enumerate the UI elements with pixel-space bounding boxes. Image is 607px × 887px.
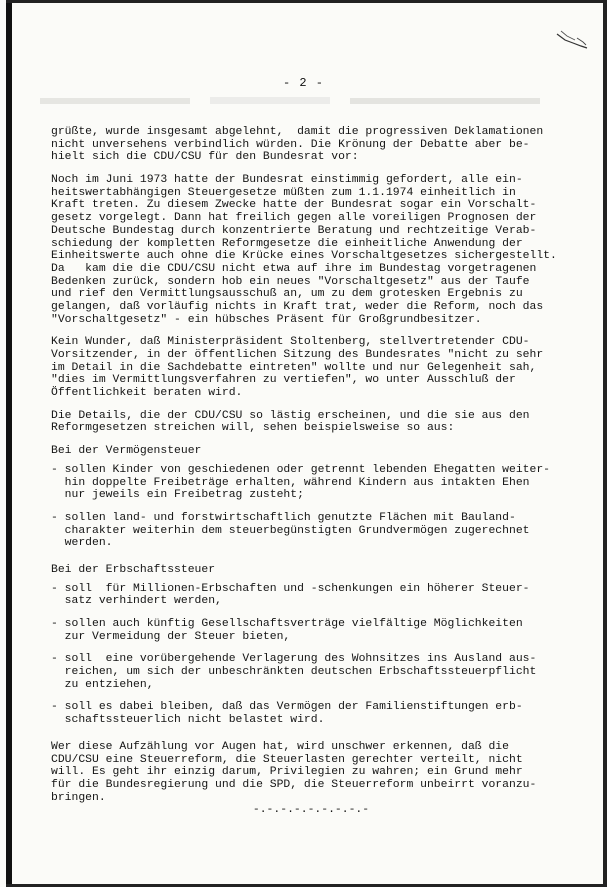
- spacer: [51, 643, 571, 653]
- page-number: - 2 -: [282, 76, 324, 90]
- spacer: [51, 326, 571, 336]
- text-line: Da kam die die CDU/CSU nicht etwa auf ihre im Bundestag vorgetragenen: [51, 262, 537, 275]
- text-line: satz verhindert werden,: [51, 595, 222, 608]
- list-item: [51, 653, 571, 691]
- spacer: [51, 435, 571, 445]
- scan-border-right: [603, 0, 607, 887]
- text-line: Die Details, die der CDU/CSU so lästig erscheinen, und die sie aus den: [51, 409, 530, 422]
- paragraph-stoltenberg: [51, 336, 571, 399]
- spacer: [51, 608, 571, 618]
- section-heading-vermoegensteuer: Bei der Vermögensteuer: [51, 445, 202, 458]
- text-line: grüßte, wurde insgesamt abgelehnt, damit die progressiven Deklamationen: [51, 126, 544, 138]
- text-line: zu entziehen,: [51, 678, 154, 691]
- text-line: Deutsche Bundestag durch konzentrierte Beratung und rechtzeitige Verab-: [51, 224, 537, 237]
- text-line: heitswertabhängigen Steuergesetze müßten zum 1.1.1974 einheitlich in: [51, 186, 516, 199]
- paragraph-bundesrat: [51, 174, 571, 326]
- text-line: bringen.: [51, 791, 106, 804]
- list-item: [51, 512, 571, 550]
- text-line: Wer diese Aufzählung vor Augen hat, wird unschwer erkennen, daß die: [51, 740, 509, 753]
- text-line: schiedung der kompletten Reformgesetze die einheitliche Anwendung der: [51, 237, 523, 250]
- text-line: im Detail in die Sachdebatte eintreten" wollte und nur Gelegenheit sah,: [51, 361, 537, 374]
- spacer: [51, 502, 571, 512]
- text-line: - sollen Kinder von geschiedenen oder getrennt lebenden Ehegatten weiter-: [51, 463, 550, 476]
- document-body: [51, 126, 571, 817]
- text-line: Öffentlichkeit beraten wird.: [51, 387, 243, 400]
- text-line: Kraft treten. Zu diesem Zwecke hatte der Bundesrat sogar ein Vorschalt-: [51, 199, 537, 212]
- text-line: hin doppelte Freibeträge erhalten, während Kindern aus intakten Ehen: [51, 476, 530, 489]
- list-item: [51, 583, 571, 608]
- text-line: - soll eine vorübergehende Verlagerung des Wohnsitzes ins Ausland aus-: [51, 653, 537, 666]
- text-line: gelangen, daß vorläufig nichts in Kraft trat, weder die Reform, noch das: [51, 300, 544, 313]
- text-line: schaftssteuerlich nicht belastet wird.: [51, 714, 325, 727]
- scan-border-left: [6, 0, 12, 887]
- corner-scribble-mark: [555, 28, 589, 50]
- text-line: CDU/CSU eine Steuerreform, die Steuerlasten gerechter verteilt, nicht: [51, 753, 523, 766]
- text-line: will. Es geht ihr einzig darum, Privilegien zu wahren; ein Grund mehr: [51, 766, 523, 779]
- text-line: - soll es dabei bleiben, daß das Vermögen der Familienstiftungen erb-: [51, 701, 523, 714]
- text-line: - sollen auch künftig Gesellschaftsverträge vielfältige Möglichkeiten: [51, 618, 523, 630]
- text-line: reichen, um sich der unbeschränkten deutschen Erbschaftssteuerpflicht: [51, 666, 537, 679]
- text-line: charakter weiterhin dem steuerbegünstigten Grundvermögen zugerechnet: [51, 524, 530, 537]
- text-line: Kein Wunder, daß Ministerpräsident Stoltenberg, stellvertretender CDU-: [51, 336, 530, 349]
- text-line: Bedenken zurück, sondern hob ein neues "Vorschaltgesetz" aus der Taufe: [51, 275, 530, 288]
- spacer: [51, 691, 571, 701]
- text-line: und rief den Vermittlungsausschuß an, um zu dem grotesken Ergebnis zu: [51, 288, 523, 301]
- text-line: "dies im Vermittlungsverfahren zu vertiefen", wo unter Ausschluß der: [51, 374, 516, 387]
- text-line: Einheitswerte auch ohne die Krücke eines Vorschaltgesetzes sichergestellt.: [51, 250, 557, 263]
- paragraph-conclusion: [51, 741, 571, 804]
- text-line: für die Bundesregierung und die SPD, die Steuerreform unbeirrt voranzu-: [51, 778, 537, 791]
- text-line: Vorsitzender, in der öffentlichen Sitzung des Bundesrates "nicht zu sehr: [51, 349, 544, 361]
- list-item: [51, 464, 571, 502]
- text-line: nur jeweils ein Freibetrag zusteht;: [51, 489, 304, 502]
- spacer: [51, 400, 571, 410]
- text-line: Noch im Juni 1973 hatte der Bundesrat einstimmig gefordert, alle ein-: [51, 174, 523, 187]
- spacer: [51, 550, 571, 564]
- text-line: gesetz vorgelegt. Dann hat freilich gegen alle voreiligen Prognosen der: [51, 212, 537, 225]
- text-line: - soll für Millionen-Erbschaften und -schenkungen ein höherer Steuer-: [51, 582, 530, 595]
- scan-border-top: [6, 0, 607, 3]
- text-line: Reformgesetzen streichen will, sehen beispielsweise so aus:: [51, 422, 455, 435]
- text-line: - sollen land- und forstwirtschaftlich genutzte Flächen mit Bauland-: [51, 511, 516, 524]
- list-item: [51, 701, 571, 726]
- spacer: [51, 727, 571, 741]
- bleed-through-shadow: [40, 94, 560, 108]
- end-of-text-mark: -.-.-.-.-.-.-.-.-: [252, 804, 370, 817]
- spacer: [51, 164, 571, 174]
- text-line: hielt sich die CDU/CSU für den Bundesrat vor:: [51, 151, 359, 164]
- text-line: "Vorschaltgesetz" - ein hübsches Präsent für Großgrundbesitzer.: [51, 313, 482, 326]
- list-item: [51, 618, 571, 643]
- text-line: nicht unversehens verbindlich würden. Die Krönung der Debatte aber be-: [51, 138, 530, 151]
- text-line: werden.: [51, 537, 113, 550]
- paragraph-details: [51, 410, 571, 435]
- paragraph-intro: [51, 126, 571, 164]
- text-line: zur Vermeidung der Steuer bieten,: [51, 630, 291, 643]
- section-heading-erbschaftssteuer: Bei der Erbschaftssteuer: [51, 563, 216, 576]
